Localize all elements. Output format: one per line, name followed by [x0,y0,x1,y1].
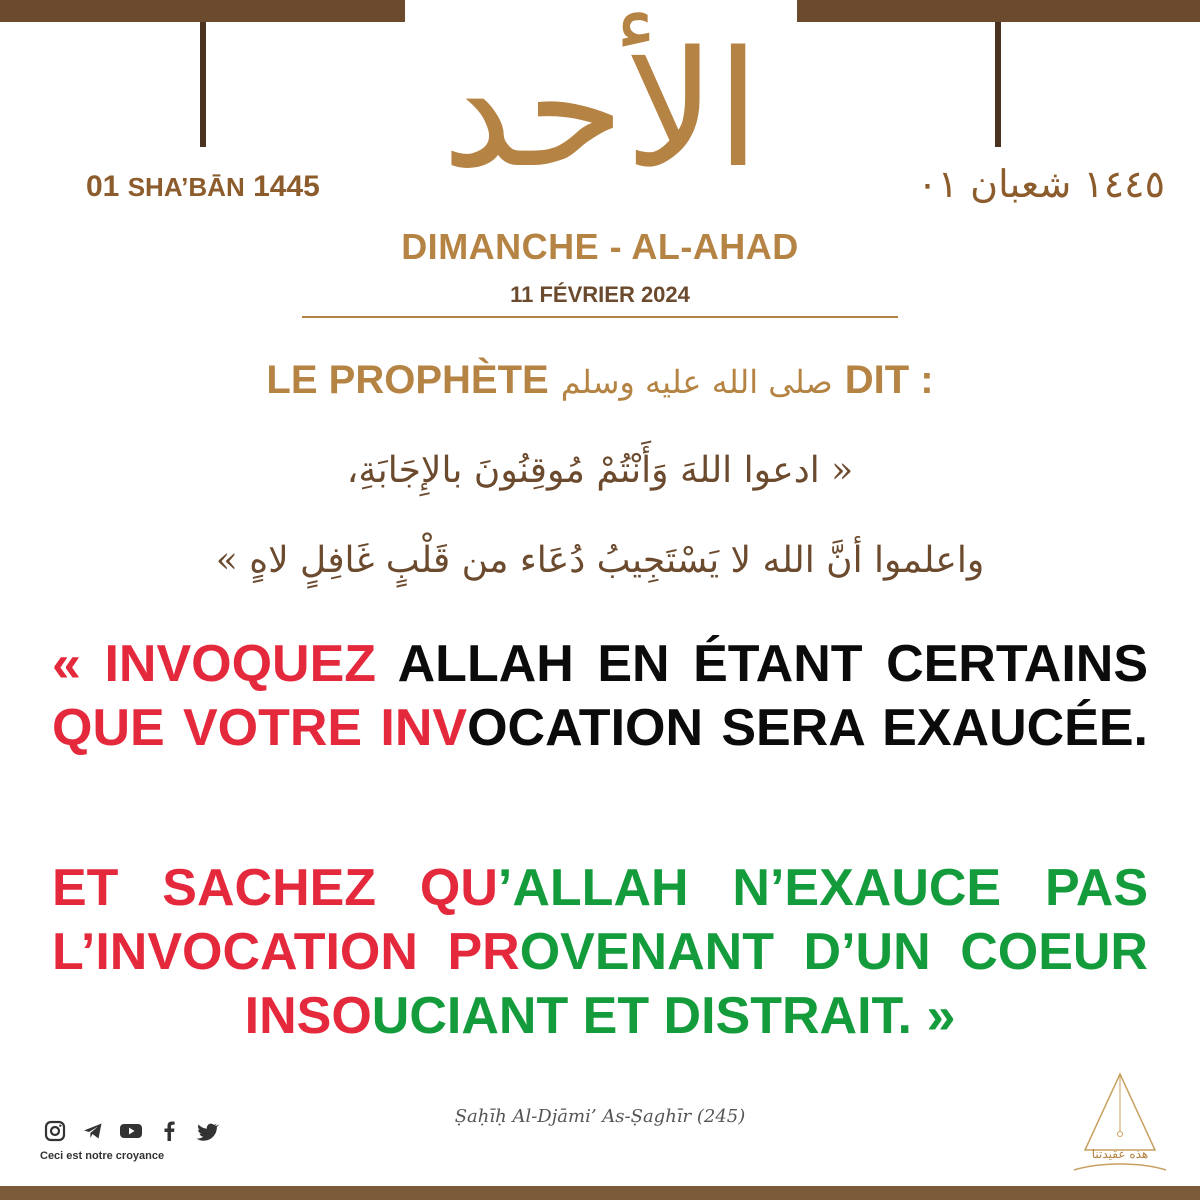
translation-text-part-1: « INVOQUEZ [52,635,377,693]
salawat-calligraphy: صلى الله عليه وسلم [560,363,833,401]
brand-tagline: Ceci est notre croyance [40,1150,165,1162]
gregorian-date: 11 FÉVRIER 2024 [510,282,690,307]
hadith-reference: Ṣaḥīḥ Al-Djāmi’ As-Ṣaghīr (245) [454,1106,746,1127]
logo-calligraphy: هذه عقيدتنا [1091,1147,1149,1161]
translation-text-part-1: L’INVOCATION PR [52,923,520,981]
intro-prefix: LE PROPHÈTE [266,358,549,402]
facebook-icon[interactable] [156,1118,182,1144]
prophet-intro [200,358,1000,403]
hijri-year: 1445 [253,170,320,203]
hadith-arabic-line-1: « ادعوا اللهَ وَأَنْتُمْ مُوقِنُونَ بالإِجَابَةِ، [346,450,854,491]
translation-text-part-1: ET SACHEZ QU [52,859,498,917]
translation-line-4 [52,920,1148,984]
youtube-icon[interactable] [118,1118,144,1144]
translation-text-part-2: OCATION SERA EXAUCÉE. [467,699,1148,757]
bottom-bar [0,1186,1200,1200]
translation-line-2 [52,696,1148,760]
hijri-date-arabic: ١٤٤٥ شعبان ٠١ [917,162,1165,206]
day-name: DIMANCHE - AL-AHAD [401,226,799,267]
top-bar-right [797,0,1200,22]
hijri-day: 01 [86,170,120,203]
translation-text-part-2: UCIANT ET DISTRAIT. » [371,987,956,1045]
translation-text-part-2: ALLAH EN ÉTANT CERTAINS [376,635,1148,693]
brand-logo [1070,1070,1170,1174]
intro-suffix: DIT : [844,358,934,402]
telegram-icon[interactable] [80,1118,106,1144]
header-divider [302,316,898,318]
translation-line-5 [52,984,1148,1048]
hijri-date-latin [86,170,386,214]
translation-text-part-2: OVENANT D’UN COEUR [519,923,1148,981]
translation-line-1 [52,632,1148,696]
translation-text-part-1: INSO [244,987,372,1045]
hanging-post-right [995,22,1001,147]
hadith-arabic-line-2: واعلموا أنَّ الله لا يَسْتَجِيبُ دُعَاء من قَلْبٍ غَافِلٍ لاهٍ » [215,540,985,581]
hijri-month: SHA’BĀN [127,172,245,202]
instagram-icon[interactable] [42,1118,68,1144]
twitter-icon[interactable] [194,1118,220,1144]
social-links [42,1116,220,1146]
arabic-day-calligraphy: الأحد [441,16,761,203]
hanging-post-left [200,22,206,147]
top-bar-left [0,0,405,22]
translation-text-part-2: ’ALLAH N’EXAUCE PAS [497,859,1148,917]
translation-line-3 [52,856,1148,920]
translation-text-part-1: QUE VOTRE INV [52,699,468,757]
